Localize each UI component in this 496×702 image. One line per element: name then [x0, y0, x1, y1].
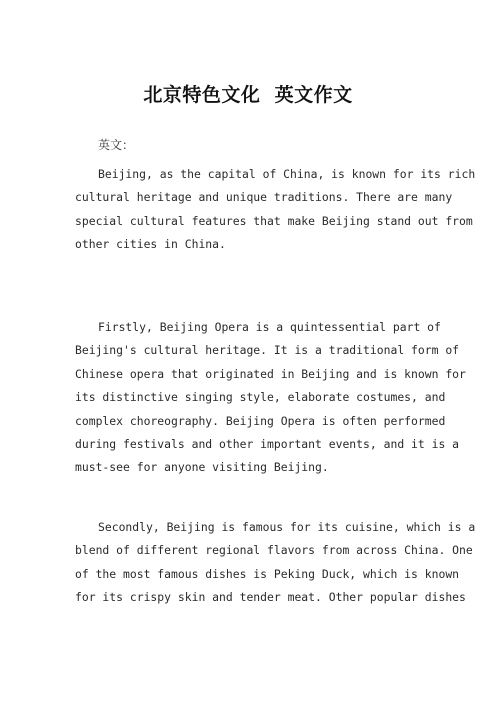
- paragraph-line: during festivals and other important events, and it is a: [75, 436, 460, 451]
- paragraph-line: its distinctive singing style, elaborate costumes, and: [75, 390, 446, 405]
- paragraph-line: cultural heritage and unique traditions. There are many: [75, 190, 453, 205]
- paragraph-line: Chinese opera that originated in Beijing and is known for: [75, 366, 466, 381]
- paragraph-line: of the most famous dishes is Peking Duck, which is known: [75, 566, 460, 581]
- paragraph-line: for its crispy skin and tender meat. Other popular dishes: [75, 590, 466, 605]
- paragraph-line: must-see for anyone visiting Beijing.: [75, 460, 329, 475]
- paragraph-line: Beijing's cultural heritage. It is a traditional form of: [75, 343, 460, 358]
- paragraph-line: other cities in China.: [75, 237, 226, 252]
- section-label: 英文：: [98, 138, 135, 152]
- paragraph-line: Beijing, as the capital of China, is known for its rich: [98, 167, 476, 181]
- paragraph-line: special cultural features that make Beijing stand out from: [75, 213, 473, 228]
- paragraph-3: [75, 516, 476, 610]
- paragraph-line: Secondly, Beijing is famous for its cuisine, which is a: [98, 520, 476, 534]
- paragraph-line: complex choreography. Beijing Opera is often performed: [75, 413, 446, 428]
- paragraph-line: blend of different regional flavors from across China. One: [75, 543, 473, 558]
- document-title: 北京特色文化 英文作文: [143, 84, 353, 106]
- paragraph-line: Firstly, Beijing Opera is a quintessential part of: [98, 320, 441, 334]
- paragraph-1: [75, 163, 476, 257]
- paragraph-2: [75, 316, 466, 480]
